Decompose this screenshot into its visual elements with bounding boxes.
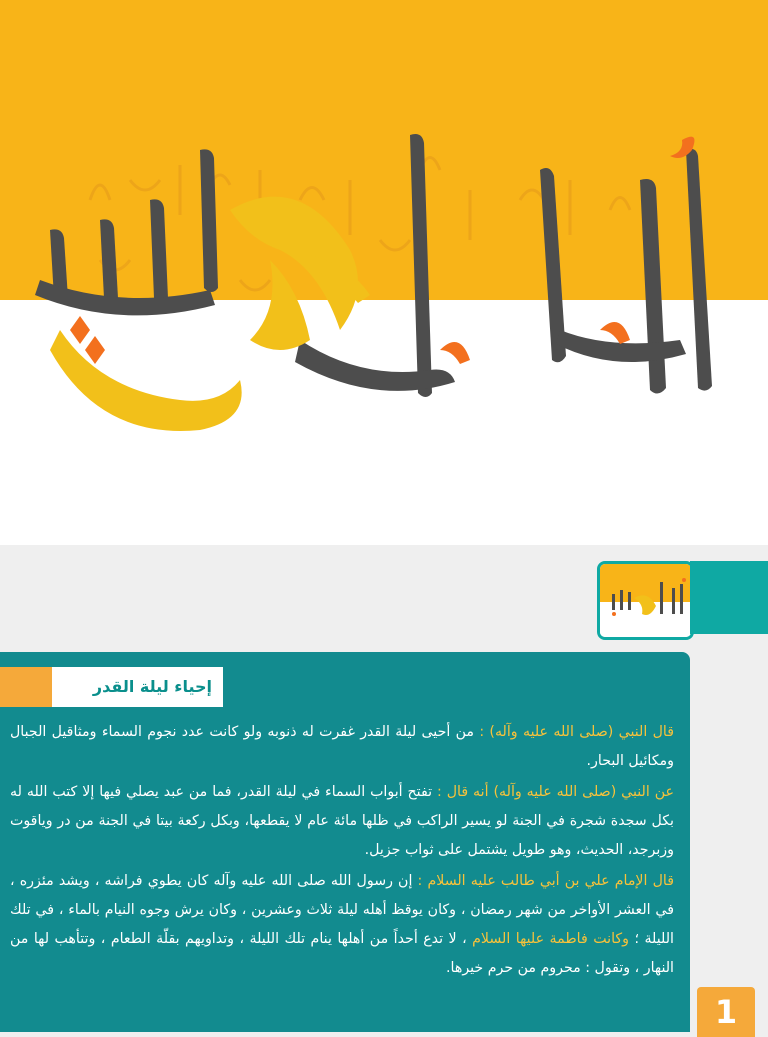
narrator: عن النبي (صلى الله عليه وآله) أنه قال :: [437, 784, 675, 800]
mini-logo-badge: [597, 561, 694, 640]
hadith-body: من أحيى ليلة القدر غفرت له ذنوبه ولو كانت عدد نجوم السماء ومثاقيل الجبال ومكائيل البحار.: [10, 724, 674, 769]
hadith-text: [10, 718, 674, 985]
title-accent-block: [0, 667, 52, 707]
narrator: قال النبي (صلى الله عليه وآله) :: [479, 724, 674, 740]
hadith-body: ، لا تدع أحداً من أهلها ينام تلك الليلة ، وتداويهم بقلّة الطعام ، وتتأهب لها من النهار ، وتقول : محروم من حرم خيرها.: [10, 931, 674, 976]
section-title: إحياء ليلة القدر: [92, 677, 212, 696]
hadith-body: إن رسول الله صلى الله عليه وآله كان يطوي فراشه ، ويشد مئزره ، في العشر الأواخر من شهر رمضان ، وكان يوقظ أهله ليلة ثلاث وعشرين ، وكان يرش وجوه النيام بالماء ، في تلك الليلة ؛: [10, 873, 674, 947]
logo-accent-bar: [690, 561, 768, 634]
narrator: قال الإمام علي بن أبي طالب عليه السلام :: [417, 873, 674, 889]
narrator: وكانت فاطمة عليها السلام: [472, 931, 630, 947]
page-number-badge: 1: [697, 987, 755, 1037]
paragraph: [10, 718, 674, 776]
paragraph: [10, 778, 674, 865]
hadith-body: تفتح أبواب السماء في ليلة القدر، فما من عبد يصلي فيها إلا كتب الله له بكل سجدة شجرة في الجنة لو يسير الراكب في ظلها مائة عام لا يقطعها، وبكل ركعة بيتا في الجنة من در وياقوت وزبرجد، الحديث، وهو طويل يشتمل على ثواب جزيل.: [10, 784, 674, 858]
paragraph: [10, 867, 674, 983]
